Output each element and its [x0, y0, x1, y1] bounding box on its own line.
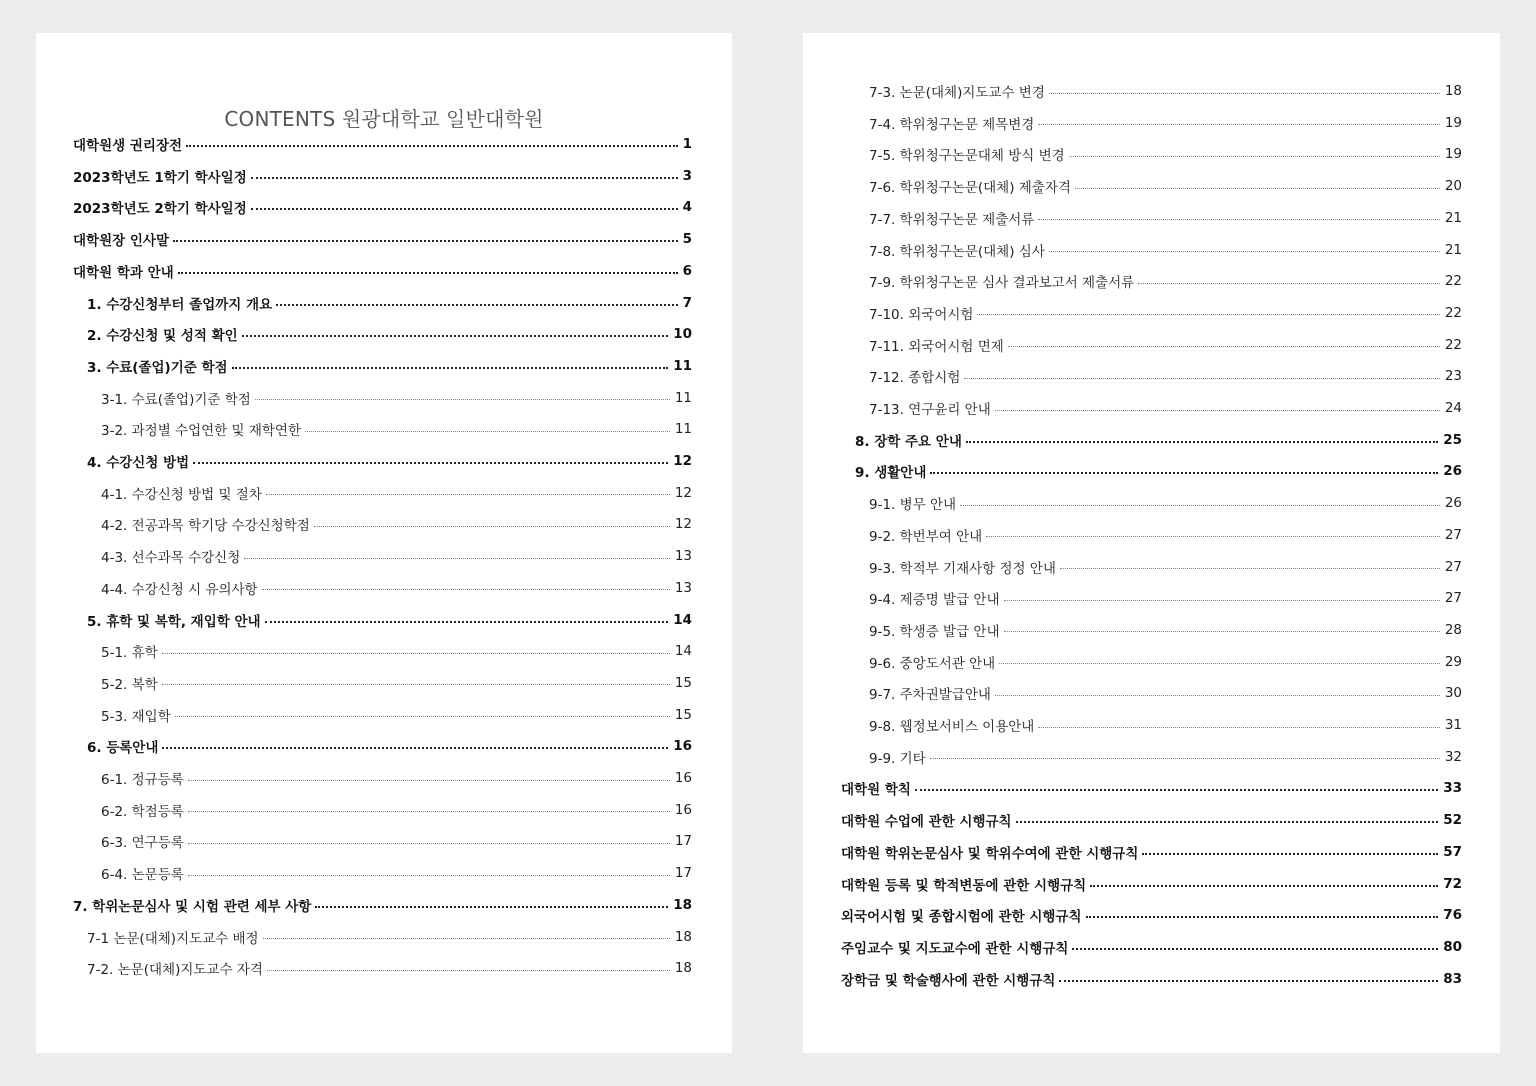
toc-entry-page: 14 — [673, 611, 692, 628]
toc-entry-page: 12 — [674, 484, 692, 501]
toc-entry-page: 16 — [674, 770, 692, 786]
toc-entry-label: 대학원장 인사말 — [73, 233, 169, 250]
toc-entry-page: 7 — [682, 294, 692, 311]
toc-entry-label: 2023학년도 2학기 학사일정 — [73, 201, 247, 218]
toc-entry[interactable] — [101, 514, 692, 534]
toc-entry-label: 6-3. 연구등록 — [101, 835, 184, 852]
toc-entry[interactable] — [101, 388, 692, 408]
toc-entry-page: 16 — [674, 801, 692, 818]
toc-entry[interactable] — [841, 905, 1462, 925]
toc-entry[interactable] — [841, 842, 1462, 862]
toc-entry-page: 31 — [1444, 717, 1462, 733]
toc-leader-dots — [314, 526, 670, 527]
toc-entry-label: 6-4. 논문등록 — [101, 867, 184, 884]
toc-leader-dots — [1142, 853, 1438, 855]
toc-leader-dots — [1072, 948, 1438, 950]
toc-entry[interactable] — [869, 747, 1462, 767]
toc-entry[interactable] — [87, 451, 692, 471]
toc-entry[interactable] — [101, 546, 692, 566]
toc-entry-label: 7-1 논문(대체)지도교수 배정 — [87, 930, 259, 947]
toc-leader-dots — [251, 208, 678, 210]
toc-entry-label: 5-1. 휴학 — [101, 645, 158, 662]
toc-leader-dots — [263, 938, 670, 939]
toc-entry-page: 11 — [674, 389, 692, 406]
toc-entry-label: 7-3. 논문(대체)지도교수 변경 — [869, 85, 1045, 101]
toc-entry-label: 장학금 및 학술행사에 관한 시행규칙 — [841, 972, 1056, 989]
toc-leader-dots — [1004, 600, 1440, 601]
toc-leader-dots — [999, 663, 1440, 664]
toc-entry-page: 16 — [673, 738, 692, 755]
toc-entry[interactable] — [101, 768, 692, 788]
toc-entry-label: 7-13. 연구윤리 안내 — [869, 402, 991, 418]
toc-entry-page: 20 — [1444, 178, 1462, 195]
toc-entry-page: 76 — [1443, 907, 1462, 924]
toc-entry-label: 5-2. 복학 — [101, 676, 158, 693]
toc-leader-dots — [1016, 821, 1439, 823]
toc-leader-dots — [255, 399, 670, 400]
toc-leader-dots — [1038, 219, 1439, 220]
toc-entry-label: 2. 수강신청 및 성적 확인 — [87, 328, 238, 345]
toc-entry[interactable] — [869, 652, 1462, 672]
toc-leader-dots — [244, 558, 670, 559]
toc-leader-dots — [251, 177, 678, 179]
toc-entry-page: 22 — [1444, 336, 1462, 353]
toc-entry[interactable] — [101, 483, 692, 503]
toc-leader-dots — [232, 367, 669, 369]
toc-entry-page: 22 — [1444, 304, 1462, 321]
toc-entry-label: 9-7. 주차권발급안내 — [869, 687, 991, 704]
toc-entry-label: 1. 수강신청부터 졸업까지 개요 — [87, 296, 273, 313]
toc-entry-label: 7-9. 학위청구논문 심사 결과보고서 제출서류 — [869, 275, 1135, 292]
toc-entry[interactable] — [841, 778, 1462, 798]
toc-entry-label: 4-4. 수강신청 시 유의사항 — [101, 581, 258, 598]
toc-leader-dots — [966, 441, 1438, 443]
toc-entry-page: 12 — [673, 453, 692, 469]
toc-entry-label: 9-2. 학번부여 안내 — [869, 528, 983, 545]
toc-entry-label: 4-2. 전공과목 학기당 수강신청학점 — [101, 518, 310, 535]
toc-entry-page: 21 — [1444, 241, 1462, 258]
toc-entry-page: 17 — [674, 865, 692, 882]
toc-entry-page: 18 — [674, 960, 692, 977]
toc-entry-page: 13 — [674, 548, 692, 565]
toc-entry[interactable] — [101, 800, 692, 820]
toc-leader-dots — [162, 653, 670, 654]
toc-entry-page: 25 — [1443, 431, 1462, 448]
toc-entry-label: 9-4. 제증명 발급 안내 — [869, 592, 1000, 609]
toc-leader-dots — [175, 716, 670, 717]
toc-leader-dots — [1075, 188, 1440, 189]
toc-entry[interactable] — [841, 874, 1462, 894]
toc-leader-dots — [1086, 916, 1439, 918]
toc-entry[interactable] — [869, 588, 1462, 608]
toc-leader-dots — [1049, 251, 1440, 252]
toc-leader-dots — [188, 811, 670, 812]
toc-entry-page: 33 — [1443, 780, 1462, 797]
toc-leader-dots — [162, 747, 668, 749]
toc-entry-label: 9-3. 학적부 기재사항 정정 안내 — [869, 560, 1056, 577]
toc-leader-dots — [915, 789, 1438, 791]
toc-leader-dots — [1090, 885, 1438, 887]
toc-entry[interactable] — [73, 197, 692, 217]
toc-entry[interactable] — [73, 166, 692, 186]
toc-entry[interactable] — [869, 144, 1462, 164]
toc-entry-page: 72 — [1443, 875, 1462, 892]
toc-leader-dots — [995, 695, 1440, 696]
toc-leader-dots — [1138, 283, 1440, 284]
toc-entry[interactable] — [87, 324, 692, 344]
toc-leader-dots — [1049, 93, 1440, 94]
toc-entry[interactable] — [869, 620, 1462, 640]
toc-entry[interactable] — [73, 229, 692, 249]
toc-entry-page: 14 — [674, 643, 692, 660]
toc-entry-label: 7-5. 학위청구논문대체 방식 변경 — [869, 148, 1065, 165]
toc-leader-dots — [276, 304, 677, 306]
toc-leader-dots — [930, 472, 1438, 474]
toc-entry[interactable] — [101, 641, 692, 661]
toc-entry-page: 12 — [674, 516, 692, 533]
toc-entry-label: 6-2. 학점등록 — [101, 803, 184, 820]
toc-entry-page: 18 — [674, 928, 692, 945]
toc-leader-dots — [930, 758, 1440, 759]
toc-leader-dots — [1038, 727, 1439, 728]
toc-entry-page: 27 — [1444, 526, 1462, 543]
toc-entry[interactable] — [869, 240, 1462, 260]
toc-entry[interactable] — [101, 673, 692, 693]
toc-entry-page: 30 — [1444, 685, 1462, 702]
toc-leader-dots — [964, 378, 1439, 379]
toc-leader-dots — [193, 462, 668, 464]
toc-leader-dots — [162, 684, 670, 685]
toc-entry-label: 4-3. 선수과목 수강신청 — [101, 550, 241, 567]
toc-entry-label: 3. 수료(졸업)기준 학점 — [87, 359, 228, 376]
toc-entry[interactable] — [87, 927, 692, 947]
toc-entry-page: 57 — [1443, 843, 1462, 860]
toc-entry-label: 주임교수 및 지도교수에 관한 시행규칙 — [841, 940, 1069, 957]
toc-entry-label: 7. 학위논문심사 및 시험 관련 세부 사항 — [73, 898, 312, 915]
toc-entry-label: 대학원 학과 안내 — [73, 264, 174, 281]
toc-title: CONTENTS 원광대학교 일반대학원 — [224, 107, 544, 131]
toc-entry-label: 4-1. 수강신청 방법 및 절차 — [101, 486, 262, 503]
toc-entry-page: 1 — [682, 136, 692, 152]
right-page — [803, 33, 1500, 1053]
toc-entry-page: 21 — [1444, 209, 1462, 226]
toc-title-wrap — [36, 103, 732, 132]
toc-leader-dots — [977, 314, 1439, 315]
toc-entry-label: 7-11. 외국어시험 면제 — [869, 338, 1004, 355]
toc-leader-dots — [178, 272, 678, 274]
toc-entry-label: 7-12. 종합시험 — [869, 370, 961, 387]
toc-entry[interactable] — [101, 705, 692, 725]
toc-leader-dots — [262, 589, 670, 590]
toc-entry-label: 9-5. 학생증 발급 안내 — [869, 623, 1000, 640]
toc-entry-page: 18 — [1444, 83, 1462, 99]
toc-entry[interactable] — [869, 81, 1462, 101]
toc-leader-dots — [265, 621, 669, 623]
toc-entry-label: 대학원 등록 및 학적변동에 관한 시행규칙 — [841, 877, 1087, 894]
toc-entry-page: 28 — [1444, 621, 1462, 638]
toc-leader-dots — [1008, 346, 1440, 347]
toc-entry-page: 10 — [673, 326, 692, 343]
toc-entry-label: 7-6. 학위청구논문(대체) 제출자격 — [869, 180, 1071, 197]
toc-entry-page: 32 — [1444, 748, 1462, 765]
toc-entry[interactable] — [87, 736, 692, 756]
toc-leader-dots — [960, 505, 1440, 506]
toc-entry[interactable] — [869, 557, 1462, 577]
toc-entry-label: 대학원 학칙 — [841, 782, 911, 799]
toc-leader-dots — [1038, 124, 1439, 125]
toc-entry-label: 5-3. 재입학 — [101, 708, 171, 725]
toc-entry[interactable] — [87, 958, 692, 978]
toc-entry-label: 9-1. 병무 안내 — [869, 497, 957, 514]
toc-entry-page: 15 — [674, 674, 692, 691]
toc-entry[interactable] — [73, 134, 692, 154]
toc-leader-dots — [242, 335, 669, 337]
toc-entry[interactable] — [101, 831, 692, 851]
toc-entry[interactable] — [73, 261, 692, 281]
toc-entry-label: 7-7. 학위청구논문 제출서류 — [869, 211, 1035, 228]
toc-entry[interactable] — [869, 113, 1462, 133]
toc-entry-page: 18 — [673, 896, 692, 913]
toc-entry-label: 9-9. 기타 — [869, 750, 926, 767]
toc-entry[interactable] — [869, 303, 1462, 323]
left-page — [36, 33, 732, 1053]
toc-entry-label: 8. 장학 주요 안내 — [855, 433, 962, 450]
toc-entry[interactable] — [869, 715, 1462, 735]
toc-entry[interactable] — [841, 969, 1462, 989]
toc-entry[interactable] — [73, 895, 692, 915]
toc-entry[interactable] — [855, 461, 1462, 481]
toc-entry-page: 23 — [1444, 368, 1462, 385]
toc-leader-dots — [173, 240, 678, 242]
toc-entry[interactable] — [869, 493, 1462, 513]
toc-entry-label: 9. 생활안내 — [855, 465, 927, 482]
toc-leader-dots — [267, 970, 670, 971]
toc-entry-label: 7-10. 외국어시험 — [869, 306, 974, 323]
toc-entry-page: 24 — [1444, 400, 1462, 416]
toc-entry-page: 52 — [1443, 812, 1462, 829]
toc-entry-label: 3-1. 수료(졸업)기준 학점 — [101, 391, 251, 408]
toc-entry-label: 7-8. 학위청구논문(대체) 심사 — [869, 243, 1045, 260]
toc-entry[interactable] — [869, 398, 1462, 418]
toc-entry-label: 4. 수강신청 방법 — [87, 455, 190, 471]
toc-entry-page: 80 — [1443, 938, 1462, 955]
toc-leader-dots — [986, 536, 1440, 537]
toc-leader-dots — [1004, 631, 1440, 632]
toc-leader-dots — [188, 843, 670, 844]
toc-entry[interactable] — [869, 525, 1462, 545]
toc-entry-label: 2023학년도 1학기 학사일정 — [73, 169, 247, 186]
toc-entry-page: 13 — [674, 579, 692, 596]
toc-entry[interactable] — [869, 335, 1462, 355]
toc-entry-page: 26 — [1444, 495, 1462, 512]
toc-entry-page: 27 — [1444, 558, 1462, 575]
toc-entry[interactable] — [101, 419, 692, 439]
toc-leader-dots — [305, 431, 670, 432]
toc-entry[interactable] — [869, 208, 1462, 228]
toc-entry[interactable] — [101, 578, 692, 598]
toc-leader-dots — [1059, 980, 1438, 982]
toc-entry[interactable] — [869, 366, 1462, 386]
toc-entry-page: 5 — [682, 231, 692, 248]
toc-entry[interactable] — [87, 610, 692, 630]
toc-entry-page: 3 — [682, 167, 692, 184]
toc-entry-page: 19 — [1444, 146, 1462, 163]
toc-entry-page: 29 — [1444, 653, 1462, 670]
toc-leader-dots — [188, 875, 670, 876]
toc-entry-label: 6-1. 정규등록 — [101, 772, 184, 788]
toc-entry-label: 대학원 수업에 관한 시행규칙 — [841, 814, 1012, 831]
toc-entry-label: 대학원 학위논문심사 및 학위수여에 관한 시행규칙 — [841, 845, 1139, 862]
toc-leader-dots — [1060, 568, 1440, 569]
toc-entry-page: 15 — [674, 706, 692, 723]
toc-entry[interactable] — [869, 683, 1462, 703]
toc-leader-dots — [315, 906, 668, 908]
toc-entry-label: 9-8. 웹정보서비스 이용안내 — [869, 719, 1035, 735]
toc-entry-page: 11 — [673, 357, 692, 374]
toc-entry[interactable] — [101, 863, 692, 883]
toc-entry-label: 대학원생 권리장전 — [73, 138, 183, 154]
toc-entry-label: 외국어시험 및 종합시험에 관한 시행규칙 — [841, 909, 1082, 926]
toc-entry-label: 7-2. 논문(대체)지도교수 자격 — [87, 962, 263, 979]
toc-leader-dots — [1069, 156, 1440, 157]
toc-entry-page: 11 — [674, 421, 692, 438]
toc-entry-page: 6 — [682, 262, 692, 279]
toc-entry-page: 22 — [1444, 273, 1462, 290]
toc-entry[interactable] — [869, 176, 1462, 196]
toc-entry-label: 9-6. 중앙도서관 안내 — [869, 655, 996, 672]
toc-entry-page: 17 — [674, 833, 692, 850]
toc-entry-page: 26 — [1443, 463, 1462, 480]
toc-entry[interactable] — [869, 271, 1462, 291]
toc-entry[interactable] — [841, 810, 1462, 830]
toc-entry-page: 4 — [682, 199, 692, 216]
toc-entry-page: 83 — [1443, 970, 1462, 987]
toc-entry-label: 7-4. 학위청구논문 제목변경 — [869, 116, 1035, 133]
toc-entry-label: 3-2. 과정별 수업연한 및 재학연한 — [101, 423, 301, 440]
toc-entry[interactable] — [841, 937, 1462, 957]
toc-entry[interactable] — [855, 430, 1462, 450]
toc-leader-dots — [266, 494, 670, 495]
toc-leader-dots — [995, 410, 1440, 411]
toc-entry-label: 5. 휴학 및 복학, 재입학 안내 — [87, 613, 261, 630]
toc-leader-dots — [188, 780, 670, 781]
toc-leader-dots — [186, 145, 678, 147]
toc-entry[interactable] — [87, 293, 692, 313]
toc-entry[interactable] — [87, 356, 692, 376]
toc-entry-label: 6. 등록안내 — [87, 740, 159, 757]
toc-entry-page: 19 — [1444, 114, 1462, 131]
toc-entry-page: 27 — [1444, 590, 1462, 607]
